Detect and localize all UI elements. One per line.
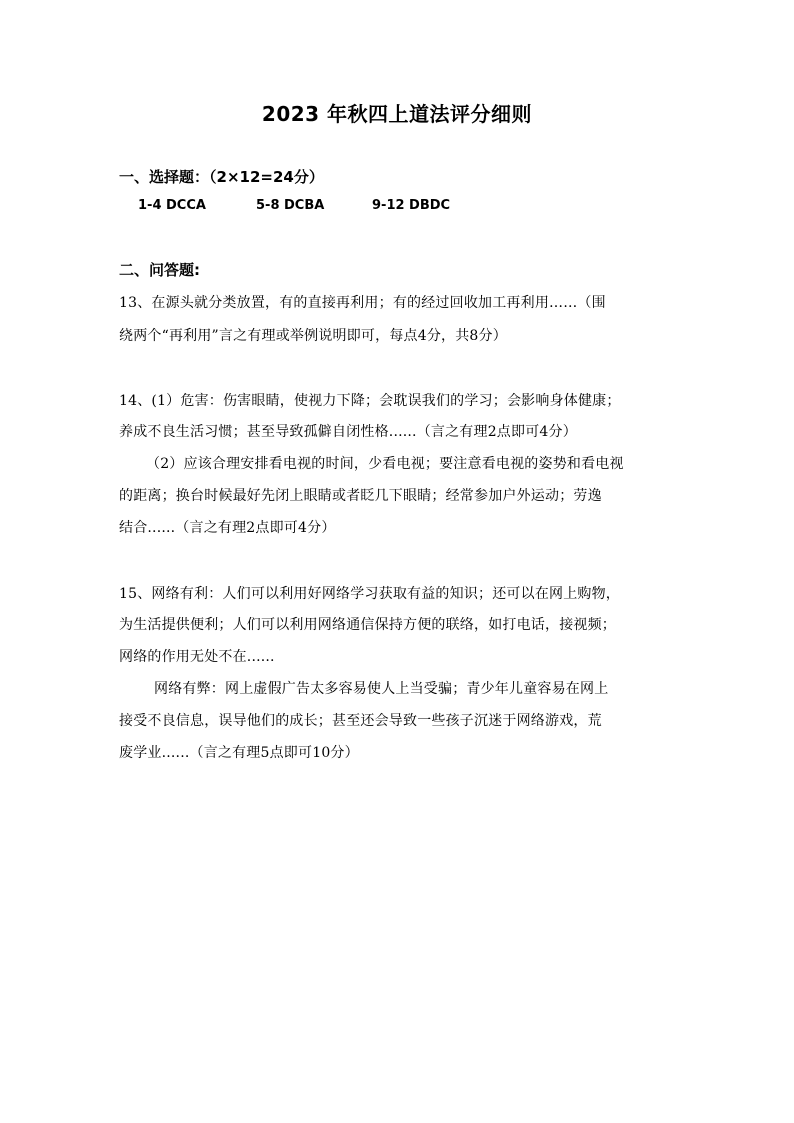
q14-line-3: （2）应该合理安排看电视的时间，少看电视；要注意看电视的姿势和看电视 — [146, 456, 624, 472]
answer-group-1: 1-4 DCCA — [138, 198, 206, 213]
answer-group-2: 5-8 DCBA — [256, 198, 325, 213]
section-1-heading: 一、选择题：（2×12=24分） — [119, 168, 324, 186]
q15-line-2: 为生活提供便利；人们可以利用网络通信保持方便的联络，如打电话，接视频； — [119, 617, 616, 633]
answer-group-3: 9-12 DBDC — [372, 198, 451, 213]
q14-line-2: 养成不良生活习惯；甚至导致孤僻自闭性格......（言之有理2点即可4分） — [119, 424, 577, 440]
q14-line-1: 14、(1）危害：伤害眼睛，使视力下降；会耽误我们的学习；会影响身体健康； — [119, 393, 621, 409]
q14-line-5: 结合......（言之有理2点即可4分） — [119, 520, 336, 536]
choice-answers — [138, 198, 450, 213]
q13-line-1: 13、在源头就分类放置，有的直接再利用；有的经过回收加工再利用……（围 — [119, 295, 606, 311]
document-title: 2023 年秋四上道法评分细则 — [261, 102, 533, 126]
q15-line-4: 网络有弊：网上虚假广告太多容易使人上当受骗；青少年儿童容易在网上 — [154, 681, 609, 697]
q15-line-5: 接受不良信息，误导他们的成长；甚至还会导致一些孩子沉迷于网络游戏，荒 — [119, 713, 602, 729]
q14-line-4: 的距离；换台时候最好先闭上眼睛或者眨几下眼睛；经常参加户外运动；劳逸 — [119, 488, 602, 504]
q15-line-1: 15、网络有利：人们可以利用好网络学习获取有益的知识；还可以在网上购物， — [119, 586, 621, 602]
q15-line-3: 网络的作用无处不在...... — [119, 649, 275, 665]
q15-line-6: 废学业......（言之有理5点即可10分） — [119, 745, 359, 761]
q13-line-2: 绕两个“再利用”言之有理或举例说明即可，每点4分，共8分） — [119, 328, 507, 344]
section-2-heading: 二、问答题: — [119, 261, 200, 279]
